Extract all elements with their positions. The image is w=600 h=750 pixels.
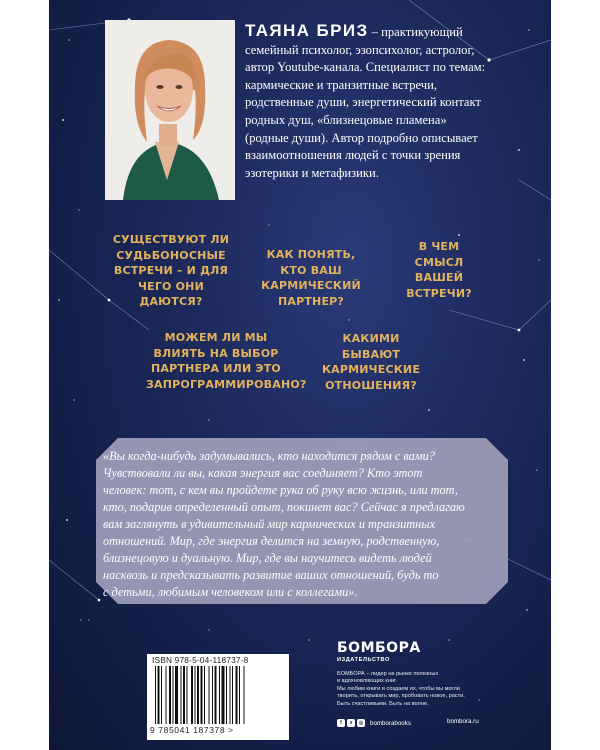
- barcode-bar: [215, 666, 217, 724]
- social-handle[interactable]: bomborabooks: [370, 719, 411, 727]
- quote-line: вам заглянуть в удивительный мир кармических и транзитных: [103, 517, 436, 531]
- barcode-bar: [204, 666, 205, 724]
- barcode-number: 9 785041 187378 >: [150, 725, 234, 735]
- publisher-line: и вдохновляющих книг.: [337, 678, 397, 685]
- barcode-bar: [239, 666, 240, 724]
- barcode-bar: [232, 666, 233, 724]
- question-line: СМЫСЛ ВАШЕЙ: [414, 255, 464, 285]
- publisher-line: БОМБОРА – лидер на рынке полезных: [337, 671, 439, 677]
- quote-line: человек: тот, с кем вы пройдете рука об руку всю жизнь, или тот,: [103, 483, 458, 497]
- barcode-bar: [201, 666, 203, 724]
- author-name: ТАЯНА БРИЗ: [245, 21, 369, 40]
- barcode-bar: [236, 666, 238, 724]
- barcode-bar: [183, 666, 185, 724]
- bio-line: родных душ, «близнецовые пламена»: [245, 112, 447, 127]
- publisher-description: [337, 671, 497, 708]
- quote-line: «Вы когда-нибудь задумывались, кто находится рядом с вами?: [103, 449, 435, 463]
- barcode-bar: [158, 666, 160, 724]
- bio-line: кармические и транзитные встречи,: [245, 77, 437, 92]
- isbn-text: ISBN 978-5-04-118737-8: [152, 655, 249, 665]
- publisher-line: творить, открывать мир, пробовать новое, расти.: [337, 693, 465, 700]
- barcode-bar: [244, 666, 245, 724]
- bio-line: (родные души). Автор подробно описывает: [245, 130, 478, 145]
- question-line: СУЩЕСТВУЮТ ЛИ: [112, 233, 230, 246]
- bio-line: взаимоотношения людей с точки зрения: [245, 148, 461, 163]
- barcode-bar: [222, 666, 225, 724]
- quote-line: отношений. Мир, где энергия делится на земную, родственную,: [103, 534, 440, 548]
- question-meaning-of-meeting: [389, 239, 489, 301]
- social-links: [337, 718, 411, 728]
- vk-icon[interactable]: v: [347, 719, 355, 727]
- question-karmic-partner: [261, 247, 361, 309]
- publisher-website[interactable]: bombora.ru: [447, 718, 479, 725]
- question-line: ВСТРЕЧИ?: [406, 286, 472, 300]
- bio-line: эзотерики и метафизики.: [245, 165, 379, 180]
- quote-text: [103, 448, 503, 601]
- publisher-line: Мы любим книги и создаем их, чтобы вы могли: [337, 685, 460, 692]
- question-line: ВСТРЕЧИ – И ДЛЯ: [113, 264, 229, 278]
- question-line: БЫВАЮТ: [341, 347, 401, 361]
- quote-line: насквозь и предсказывать развитие ваших отношений, будь то: [103, 568, 439, 582]
- quote-line: с детьми, любимым человеком или с коллегами».: [103, 585, 358, 599]
- bio-line: родственные души, энергетический контакт: [245, 95, 481, 110]
- question-line: СУДЬБОНОСНЫЕ: [116, 248, 226, 262]
- barcode-bar: [181, 666, 182, 724]
- back-cover: [49, 0, 551, 750]
- barcode-bar: [226, 666, 227, 724]
- question-line: КТО ВАШ: [280, 263, 342, 277]
- barcode-bar: [161, 666, 162, 724]
- author-photo: [105, 20, 235, 200]
- barcode-bar: [175, 666, 178, 724]
- bio-line: автор Youtube-канала. Специалист по темам:: [245, 60, 486, 75]
- question-line: В ЧЕМ: [418, 240, 460, 253]
- barcode-bar: [155, 666, 156, 724]
- publisher-logo-subtitle: ИЗДАТЕЛЬСТВО: [337, 657, 390, 663]
- barcode-bar: [230, 666, 231, 724]
- quote-line: Чувствовали ли вы, какая энергия вас соединяет? Кто этот: [103, 466, 423, 480]
- barcode: [153, 666, 283, 724]
- bio-line: семейный психолог, эзопсихолог, астролог,: [245, 42, 475, 57]
- bio-line: – практикующий: [368, 25, 463, 39]
- barcode-bar: [212, 666, 213, 724]
- question-line: ЗАПРОГРАММИРОВАНО?: [146, 377, 307, 391]
- barcode-bar: [197, 666, 199, 724]
- question-line: КАРМИЧЕСКИЕ: [321, 363, 421, 377]
- question-line: ПАРТНЕРА ИЛИ ЭТО: [151, 362, 281, 376]
- barcode-bar: [191, 666, 193, 724]
- barcode-bar: [169, 666, 171, 724]
- question-fateful-meetings: [111, 232, 231, 310]
- question-line: ОТНОШЕНИЯ?: [325, 378, 417, 392]
- question-line: МОЖЕМ ЛИ МЫ: [164, 331, 268, 344]
- quote-line: кто, подарив определенный опыт, покинет вас? Сейчас я предлагаю: [103, 500, 465, 514]
- question-line: КАКИМИ: [342, 332, 400, 345]
- barcode-bar: [195, 666, 196, 724]
- barcode-bar: [173, 666, 174, 724]
- facebook-icon[interactable]: f: [337, 719, 345, 727]
- barcode-bar: [187, 666, 188, 724]
- publisher-logo: БОМБОРА: [337, 640, 421, 656]
- publisher-line: Быть счастливыми. Быть на волне.: [337, 700, 429, 707]
- quote-line: близнецовую и дуальную. Мир, где вы научитесь видеть людей: [103, 551, 432, 565]
- barcode-bar: [209, 666, 210, 724]
- question-karmic-relations: [321, 331, 421, 393]
- question-line: ЧЕГО ОНИ ДАЮТСЯ?: [138, 279, 204, 309]
- question-line: КАРМИЧЕСКИЙ: [261, 279, 361, 293]
- question-line: ПАРТНЕР?: [277, 294, 345, 308]
- author-bio: [245, 22, 545, 182]
- barcode-bar: [166, 666, 167, 724]
- question-influence-choice: [146, 330, 307, 392]
- instagram-icon[interactable]: ◎: [358, 720, 364, 726]
- question-line: КАК ПОНЯТЬ,: [266, 248, 356, 261]
- question-line: ВЛИЯТЬ НА ВЫБОР: [153, 346, 279, 360]
- barcode-bar: [219, 666, 220, 724]
